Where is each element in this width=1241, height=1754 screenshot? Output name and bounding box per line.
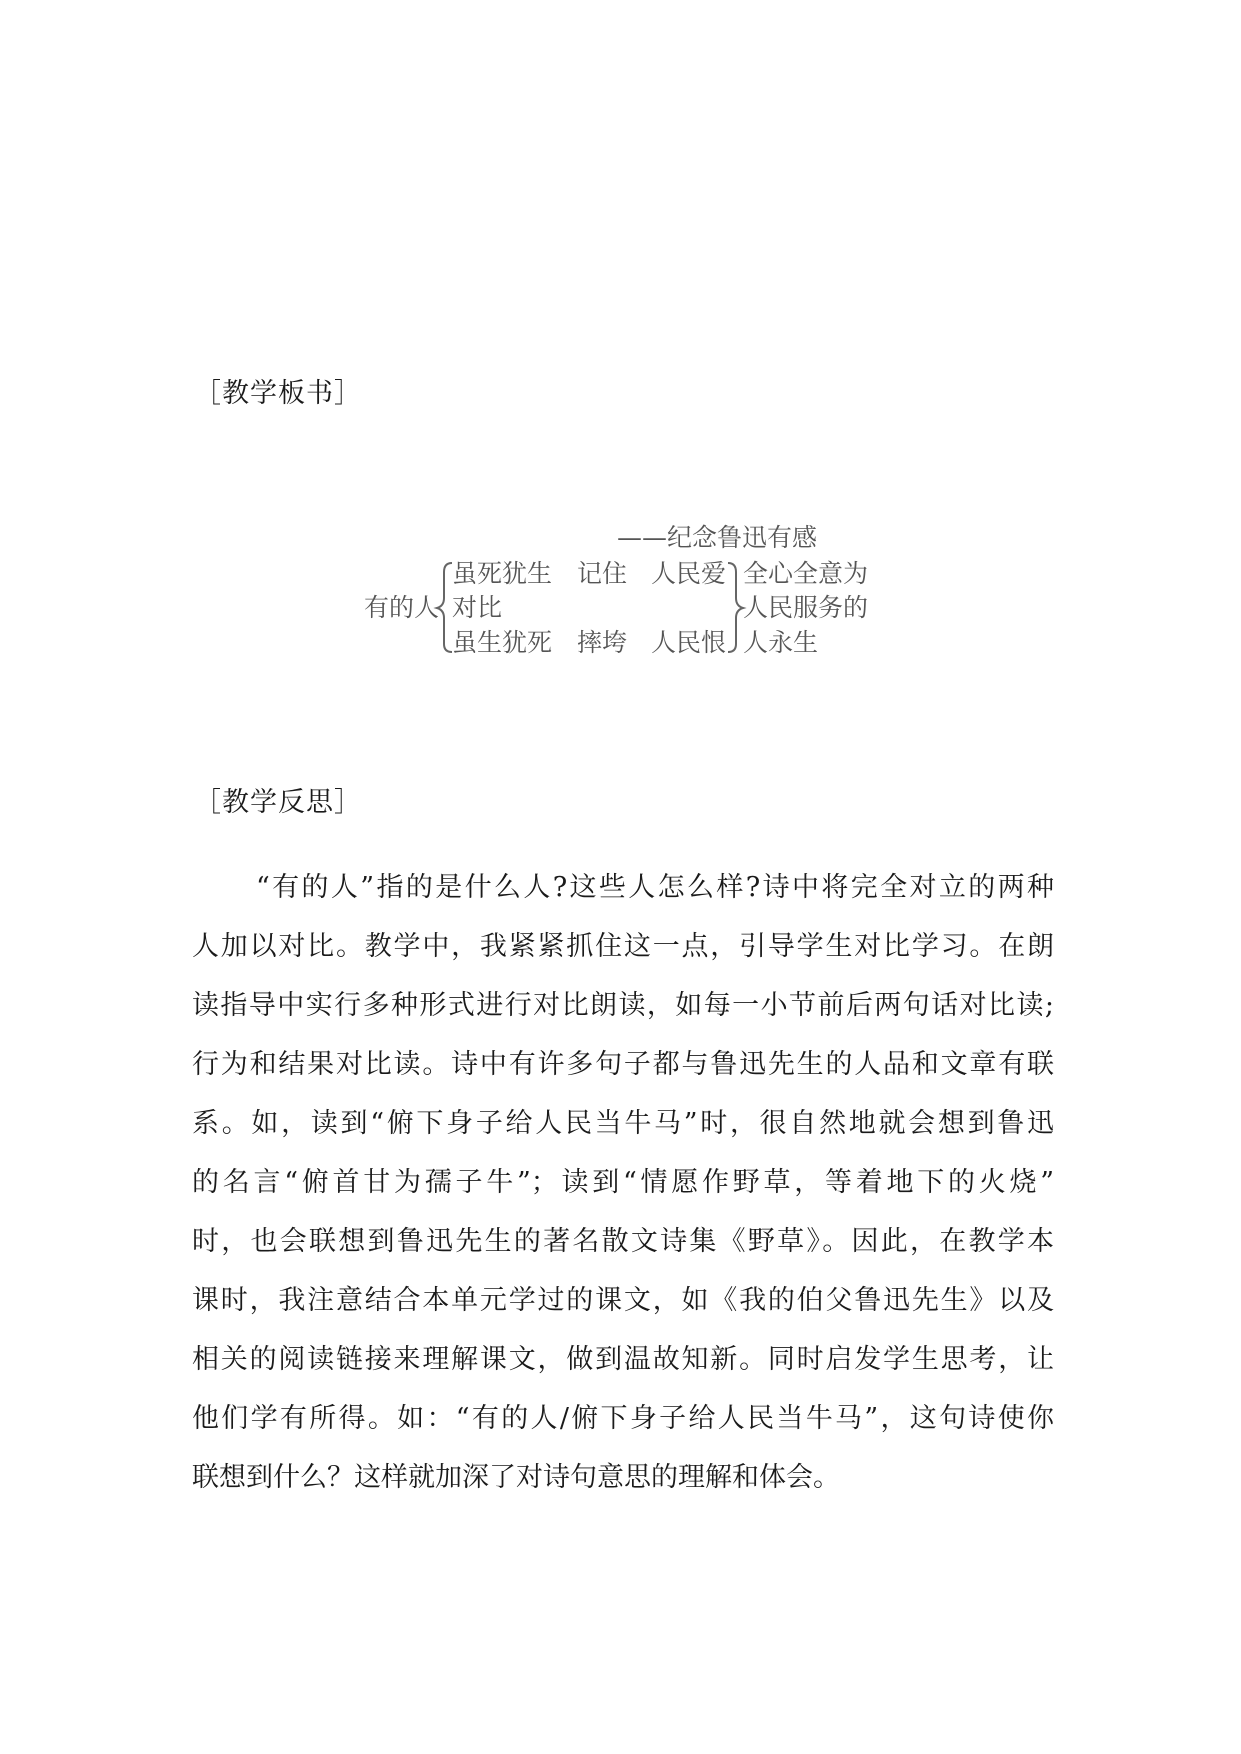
reflection-line: “有的人”指的是什么人?这些人怎么样?诗中将完全对立的两种 bbox=[256, 872, 1054, 903]
reflection-line: 读指导中实行多种形式进行对比朗读，如每一小节前后两句话对比读; bbox=[192, 990, 1054, 1021]
reflection-line: 人加以对比。教学中，我紧紧抓住这一点，引导学生对比学习。在朗 bbox=[192, 931, 1054, 962]
board-lower-phrase: 虽生犹死 bbox=[452, 628, 553, 657]
board-upper-phrase: 虽死犹生 bbox=[452, 559, 553, 588]
reflection-line: 时，也会联想到鲁迅先生的著名散文诗集《野草》。因此，在教学本 bbox=[192, 1226, 1054, 1257]
board-lower-verb: 摔垮 bbox=[577, 628, 628, 657]
reflection-line: 系。如，读到“俯下身子给人民当牛马”时，很自然地就会想到鲁迅 bbox=[192, 1108, 1054, 1139]
board-subtitle: ——纪念鲁迅有感 bbox=[617, 523, 818, 552]
board-conclusion-line-1: 全心全意为 bbox=[743, 559, 869, 588]
board-root: 有的人 bbox=[364, 593, 440, 622]
reflection-line: 相关的阅读链接来理解课文，做到温故知新。同时启发学生思考，让 bbox=[192, 1344, 1054, 1375]
board-upper-people: 人民爱 bbox=[651, 559, 727, 588]
heading-teaching-reflection: ［教学反思］ bbox=[194, 787, 362, 818]
heading-teaching-board: ［教学板书］ bbox=[194, 378, 362, 409]
right-brace bbox=[728, 563, 743, 652]
left-brace bbox=[437, 563, 452, 652]
board-lower-people: 人民恨 bbox=[651, 628, 727, 657]
board-conclusion-line-3: 人永生 bbox=[743, 628, 819, 657]
board-middle: 对比 bbox=[452, 593, 503, 622]
reflection-line: 课时，我注意结合本单元学过的课文，如《我的伯父鲁迅先生》以及 bbox=[192, 1285, 1054, 1316]
board-conclusion-line-2: 人民服务的 bbox=[743, 593, 869, 622]
reflection-line: 的名言“俯首甘为孺子牛”；读到“情愿作野草，等着地下的火烧” bbox=[192, 1167, 1054, 1198]
reflection-line: 行为和结果对比读。诗中有许多句子都与鲁迅先生的人品和文章有联 bbox=[192, 1049, 1054, 1080]
reflection-paragraph bbox=[192, 858, 1054, 1507]
reflection-line: 他们学有所得。如：“有的人/俯下身子给人民当牛马”，这句诗使你 bbox=[192, 1403, 1054, 1434]
reflection-line: 联想到什么？这样就加深了对诗句意思的理解和体会。 bbox=[192, 1462, 840, 1493]
board-upper-verb: 记住 bbox=[577, 559, 628, 588]
